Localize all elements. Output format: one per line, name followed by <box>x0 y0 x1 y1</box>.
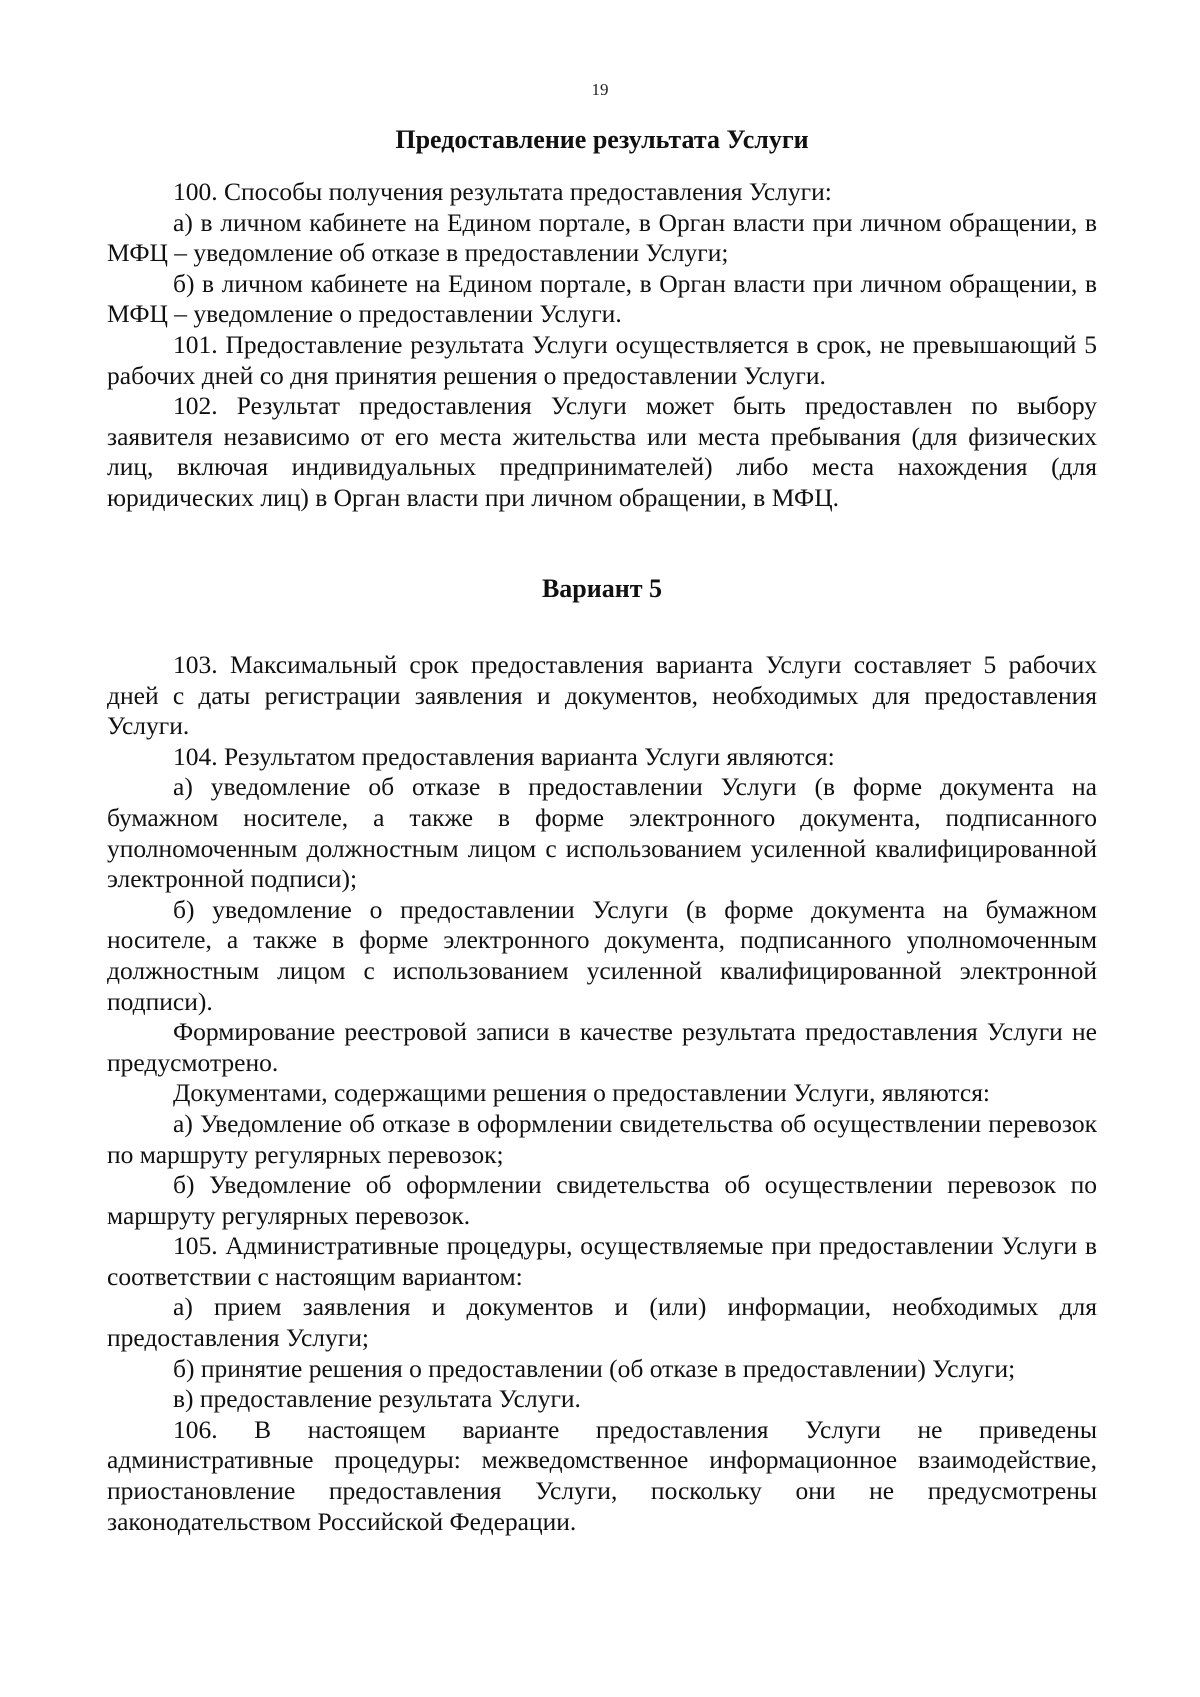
paragraph-106: 106. В настоящем варианте предоставления Услуги не приведены административные процедуры: межведомственное информационное взаимодействие, приостановление предоставления Услуги, поскольку они не предусмотрены законодательством Российской Федерации. <box>107 1414 1097 1536</box>
paragraph-104-a: а) уведомление об отказе в предоставлении Услуги (в форме документа на бумажном носителе, а также в форме электронного документа, подписанного уполномоченным должностным лицом с использованием усиленной квалифицированной электронной подписи); <box>107 772 1097 894</box>
paragraph-105: 105. Административные процедуры, осуществляемые при предоставлении Услуги в соответствии с настоящим вариантом: <box>107 1231 1097 1291</box>
paragraph-100-a: а) в личном кабинете на Едином портале, в Орган власти при личном обращении, в МФЦ – уведомление об отказе в предоставлении Услуги; <box>107 207 1097 268</box>
paragraph-100-b: б) в личном кабинете на Едином портале, в Орган власти при личном обращении, в МФЦ – уведомление о предоставлении Услуги. <box>107 268 1097 329</box>
paragraph-105-a: а) прием заявления и документов и (или) информации, необходимых для предоставления Услуги; <box>107 1292 1097 1353</box>
paragraph-102: 102. Результат предоставления Услуги может быть предоставлен по выбору заявителя независимо от его места жительства или места пребывания (для физических лиц, включая индивидуальных предпринимателей) либо места нахождения (для юридических лиц) в Орган власти при личном обращении, в МФЦ. <box>107 391 1097 512</box>
paragraph-105-b: б) принятие решения о предоставлении (об отказе в предоставлении) Услуги; <box>173 1353 1016 1383</box>
section-variant-5 <box>107 574 1097 1537</box>
paragraph-103: 103. Максимальный срок предоставления варианта Услуги составляет 5 рабочих дней с даты регистрации заявления и документов, необходимых для предоставления Услуги. <box>107 650 1097 741</box>
paragraph-101: 101. Предоставление результата Услуги осуществляется в срок, не превышающий 5 рабочих дней со дня принятия решения о предоставлении Услуги. <box>107 329 1097 390</box>
page-number: 19 <box>591 80 609 99</box>
paragraph-104-b: б) уведомление о предоставлении Услуги (в форме документа на бумажном носителе, а также в форме электронного документа, подписанного уполномоченным должностным лицом с использованием усиленной квалифицированной электронной подписи). <box>107 894 1097 1016</box>
section-heading: Вариант 5 <box>541 574 663 603</box>
paragraph-decision-a: а) Уведомление об отказе в оформлении свидетельства об осуществлении перевозок по маршруту регулярных перевозок; <box>107 1108 1097 1169</box>
paragraph-105-c: в) предоставление результата Услуги. <box>173 1384 581 1414</box>
paragraph-decision-b: б) Уведомление об оформлении свидетельства об осуществлении перевозок по маршруту регулярных перевозок. <box>107 1170 1097 1230</box>
paragraph-decision-documents: Документами, содержащими решения о предоставлении Услуги, являются: <box>173 1078 991 1108</box>
paragraph-registry-note: Формирование реестровой записи в качестве результата предоставления Услуги не предусмотрено. <box>107 1017 1097 1077</box>
paragraph-100: 100. Способы получения результата предоставления Услуги: <box>173 177 832 206</box>
section-heading: Предоставление результата Услуги <box>395 125 809 154</box>
section-result-delivery <box>107 125 1097 514</box>
paragraph-104: 104. Результатом предоставления варианта Услуги являются: <box>173 741 835 771</box>
